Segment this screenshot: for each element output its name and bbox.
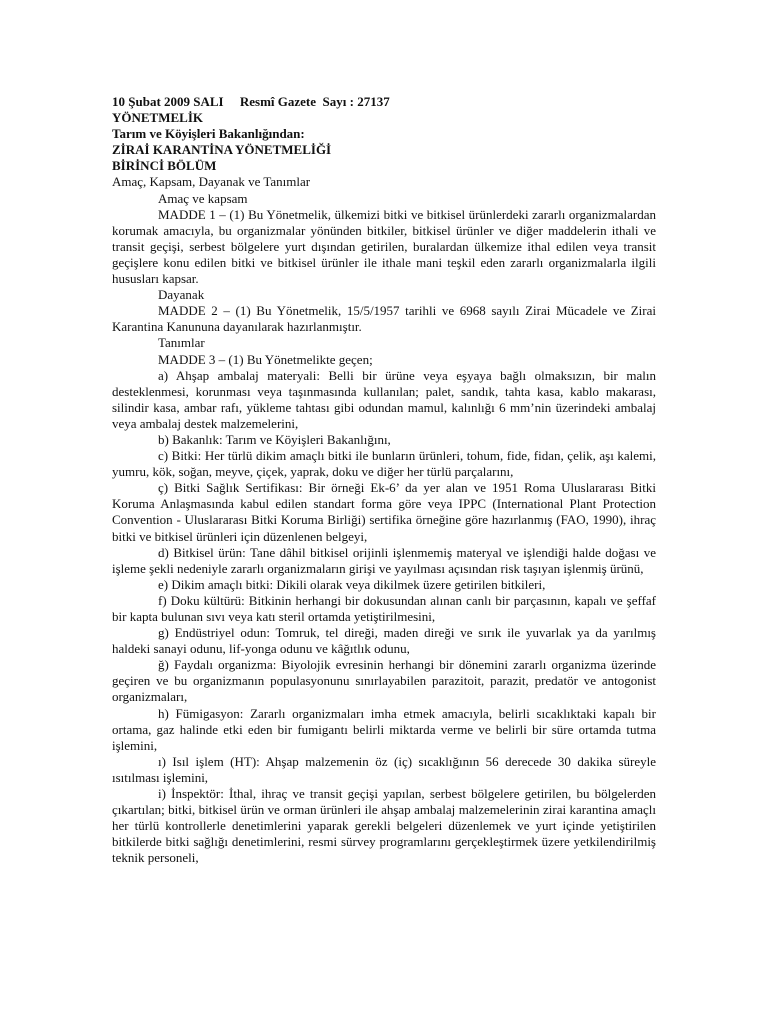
paragraph-madde1: MADDE 1 – (1) Bu Yönetmelik, ülkemizi bitki ve bitkisel ürünlerdeki zararlı organizmalardan korumak amacıyla, bu organizmalar yönünden bitkiler, bitkisel ürünler ve diğer maddelerin ithali ve transit geçişi, serbest bölgelere yurt dışından getirilen, buralardan ülkemize ithal edilen veya transit geçişlere konu edilen bitki ve bitkisel ürünler ile ithale mani teşkil eden zararlı organizmalarla ilgili hususları kapsar. — [112, 206, 656, 287]
paragraph-def-d: d) Bitkisel ürün: Tane dâhil bitkisel orijinli işlenmemiş materyal ve işlendiği halde doğası ve işleme şekli nedeniyle zararlı organizmaların girişi ve yayılması açısından risk taşıyan işlenmiş ürünü, — [112, 544, 656, 576]
paragraph-def-ii: i) İnspektör: İthal, ihraç ve transit geçişi yapılan, serbest bölgelere getirilen, bu bölgelerden çıkartılan; bitki, bitkisel ürün ve orman ürünleri ile ahşap ambalaj malzemelerinin zirai karantina amaçlı her türlü kontrollerle denetimlerini yaparak gerekli belgeleri düzenlemek ve yurt içinde yetiştirilen bitkilerde bitki sağlığı denetimlerini, resmi sürvey programlarını gerçekleştirmek üzere yetkilendirilmiş teknik personeli, — [112, 786, 656, 866]
paragraph-madde2: MADDE 2 – (1) Bu Yönetmelik, 15/5/1957 tarihli ve 6968 sayılı Zirai Mücadele ve Zirai Karantina Kanununa dayanılarak hazırlanmıştır. — [112, 303, 656, 335]
article-heading-h-tanimlar: Tanımlar — [158, 335, 205, 351]
paragraph-madde3: MADDE 3 – (1) Bu Yönetmelikte geçen; — [158, 351, 373, 367]
paragraph-def-g: g) Endüstriyel odun: Tomruk, tel direği, maden direği ve sırık ile yuvarlak ya da yarılmış haldeki sanayi odunu, lif-yonga odunu ve kâğıtlık odunu, — [112, 625, 656, 657]
paragraph-def-c: c) Bitki: Her türlü dikim amaçlı bitki ile bunların ürünleri, tohum, fide, fidan, çelik, aşı kalemi, yumru, kök, soğan, meyve, çiçek, yaprak, doku ve diğer her türlü parçalarını, — [112, 448, 656, 480]
regulation-title: ZİRAİ KARANTİNA YÖNETMELİĞİ — [112, 142, 332, 158]
gazette-name: Resmî Gazete — [239, 94, 317, 109]
document-type: YÖNETMELİK — [112, 110, 204, 126]
paragraph-def-i: ı) Isıl işlem (HT): Ahşap malzemenin öz (iç) sıcaklığının 56 derecede 30 dakika süreyle ısıtılması işlemini, — [112, 753, 656, 785]
gazette-issue: Sayı : 27137 — [322, 94, 390, 109]
paragraph-def-a: a) Ahşap ambalaj materyali: Belli bir ürüne veya eşyaya bağlı olmaksızın, bir malın desteklenmesi, korunması veya taşınmasında kullanılan; palet, sandık, tahta kasa, kablo makarası, silindir kasa, ambar rafı, yükleme tahtası gibi odundan mamul, kalınlığı 6 mm’nin üzerindeki ambalaj veya ambalaj destek malzemelerini, — [112, 367, 656, 431]
issuing-ministry: Tarım ve Köyişleri Bakanlığından: — [112, 126, 305, 142]
gazette-date: 10 Şubat 2009 SALI — [112, 94, 224, 109]
paragraph-def-f: f) Doku kültürü: Bitkinin herhangi bir dokusundan alınan canlı bir parçasının, kapalı ve şeffaf bir kapta bulunan sıvı veya katı steril ortamda yetiştirilmesini, — [112, 592, 656, 624]
paragraph-def-e: e) Dikim amaçlı bitki: Dikili olarak veya dikilmek üzere getirilen bitkileri, — [158, 576, 546, 592]
paragraph-def-gg: ğ) Faydalı organizma: Biyolojik evresinin herhangi bir dönemini zararlı organizma üzerinde geçiren ve bu organizmanın populasyonunu sınırlayabilen parazitoit, parazit, predatör ve antogonist organizmaları, — [112, 657, 656, 705]
paragraph-def-b: b) Bakanlık: Tarım ve Köyişleri Bakanlığını, — [158, 431, 391, 447]
document-page — [112, 94, 656, 867]
article-heading-h-amac: Amaç ve kapsam — [158, 190, 248, 206]
regulation-body — [112, 191, 656, 867]
paragraph-def-cc: ç) Bitki Sağlık Sertifikası: Bir örneği Ek-6’ da yer alan ve 1951 Roma Uluslararası Bitki Koruma Anlaşmasında kabul edilen standart forma göre veya IPPC (International Plant Protection Convention - Uluslararası Bitki Koruma Birliği) sertifika örneğine göre hazırlanmış (FAO, 1990), ihraç bitki ve bitkisel ürünleri için düzenlenen belgeyi, — [112, 480, 656, 544]
paragraph-def-h: h) Fümigasyon: Zararlı organizmaları imha etmek amacıyla, belirli sıcaklıktaki kapalı bir ortama, gaz halinde etki eden bir fumigantı belirli miktarda verme ve belirli bir süre ortamda tutma işlemini, — [112, 705, 656, 753]
gazette-header-line — [112, 94, 656, 110]
section-title: Amaç, Kapsam, Dayanak ve Tanımlar — [112, 174, 311, 190]
article-heading-h-dayanak: Dayanak — [158, 287, 205, 303]
section-number: BİRİNCİ BÖLÜM — [112, 158, 217, 174]
